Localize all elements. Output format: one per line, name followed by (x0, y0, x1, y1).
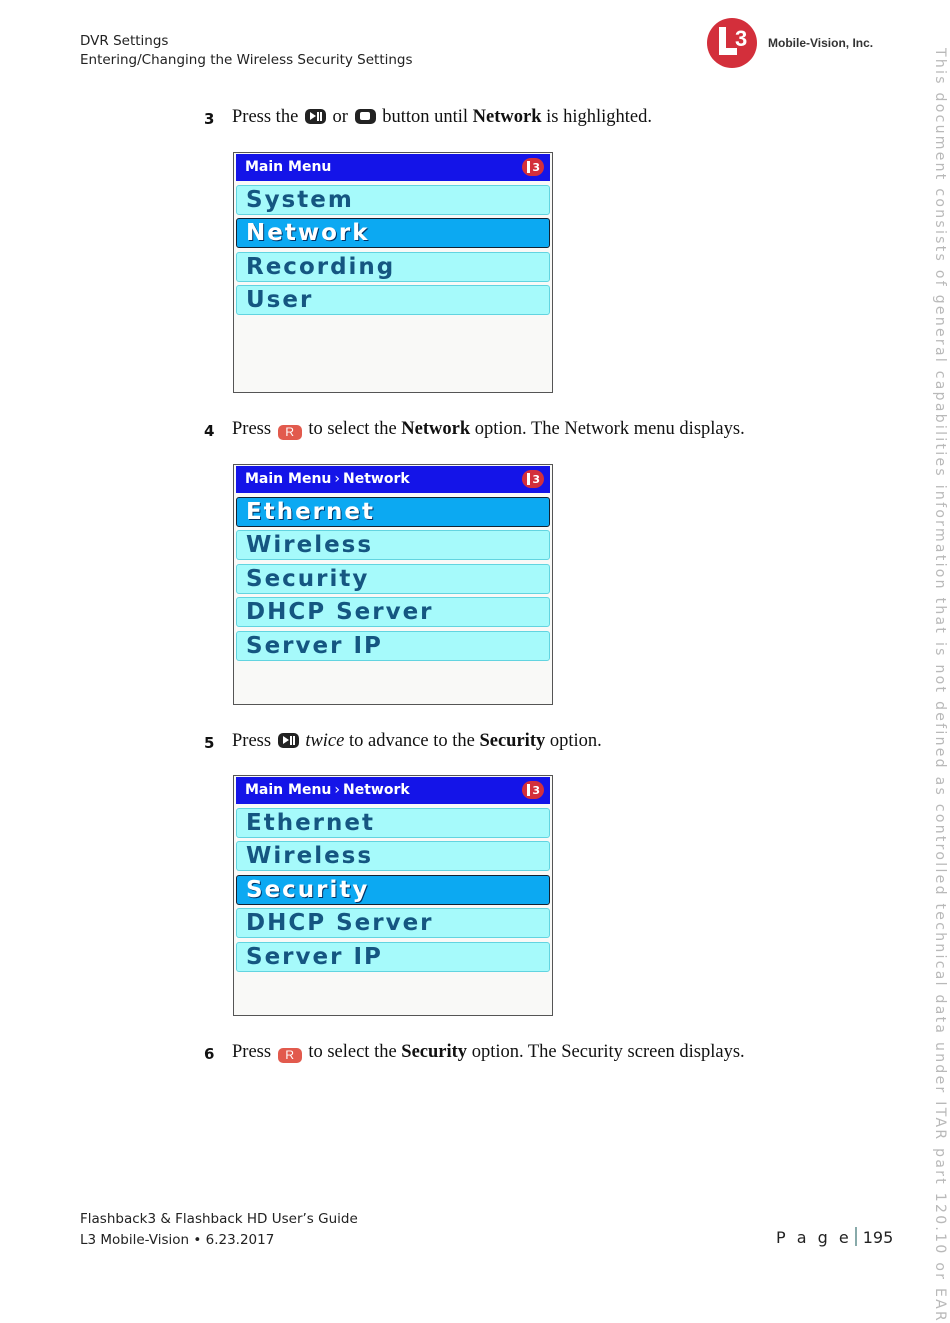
step-bold-term: Network (472, 107, 542, 127)
page-label: P a g e (776, 1228, 852, 1247)
footer-publisher-date: L3 Mobile-Vision • 6.23.2017 (80, 1232, 275, 1248)
step-text-part: Press (232, 731, 272, 751)
header-section: DVR Settings (80, 33, 169, 49)
step-number: 3 (204, 110, 215, 128)
page-number (776, 1227, 893, 1247)
screen-main-menu (233, 152, 553, 393)
header-topic: Entering/Changing the Wireless Security Settings (80, 52, 413, 68)
step-italic-term: twice (305, 731, 345, 751)
step-text-part: to select the (308, 1042, 397, 1062)
menu-item-network[interactable]: Network (236, 218, 550, 248)
step-text-part: is highlighted. (546, 107, 653, 127)
l3-mini-logo-icon (522, 781, 544, 799)
menu-item-system[interactable]: System (236, 185, 550, 215)
menu-item-dhcp-server[interactable]: DHCP Server (236, 908, 550, 938)
breadcrumb-chevron-icon: › (334, 471, 340, 487)
menu-item-server-ip[interactable]: Server IP (236, 631, 550, 661)
step-bold-term: Network (401, 419, 471, 439)
step-number: 6 (204, 1045, 215, 1063)
screen-title: Main Menu (245, 471, 332, 487)
step-text-part: option. The Security screen displays. (471, 1042, 745, 1062)
step-text (232, 1041, 745, 1063)
play-pause-button-icon (305, 109, 326, 124)
record-button-icon: R (278, 425, 302, 440)
screen-title-bar (236, 777, 550, 804)
step-text-part: Press the (232, 107, 299, 127)
step-text-part: option. The Network menu displays. (474, 419, 745, 439)
step-text-part: Press (232, 1042, 272, 1062)
menu-item-dhcp-server[interactable]: DHCP Server (236, 597, 550, 627)
screen-crumb: Network (343, 782, 410, 798)
record-button-icon: R (278, 1048, 302, 1063)
screen-crumb: Network (343, 471, 410, 487)
menu-item-security[interactable]: Security (236, 564, 550, 594)
page-number-value: 195 (862, 1228, 894, 1247)
screen-title-bar (236, 466, 550, 493)
step-text (232, 730, 602, 752)
step-text-part: button until (382, 107, 469, 127)
screen-title-bar (236, 154, 550, 181)
logo-text: Mobile-Vision, Inc. (768, 36, 874, 50)
page-divider (855, 1227, 857, 1246)
menu-item-ethernet[interactable]: Ethernet (236, 497, 550, 527)
step-text (232, 106, 652, 128)
step-number: 5 (204, 734, 215, 752)
screen-network-menu (233, 464, 553, 705)
menu-item-ethernet[interactable]: Ethernet (236, 808, 550, 838)
step-text-part: Press (232, 419, 272, 439)
l3-logo-icon (706, 17, 760, 69)
stop-button-icon (355, 109, 376, 124)
company-logo (706, 17, 873, 69)
screen-title: Main Menu (245, 159, 332, 175)
page-header (80, 32, 413, 70)
step-text-part: option. (549, 731, 602, 751)
step-text-part: to select the (308, 419, 397, 439)
step-text-part: or (332, 107, 348, 127)
export-control-note: This document consists of general capabilities information that is not defined as controlled technical data under ITAR part 120.10 or EAR (932, 48, 948, 1323)
step-text-part: to advance to the (348, 731, 475, 751)
footer-guide-title: Flashback3 & Flashback HD User’s Guide (80, 1211, 358, 1227)
l3-mini-logo-icon (522, 470, 544, 488)
menu-item-wireless[interactable]: Wireless (236, 530, 550, 560)
step-text (232, 418, 745, 440)
screen-title: Main Menu (245, 782, 332, 798)
svg-text:3: 3 (735, 26, 748, 51)
menu-item-user[interactable]: User (236, 285, 550, 315)
menu-item-wireless[interactable]: Wireless (236, 841, 550, 871)
step-number: 4 (204, 422, 215, 440)
step-bold-term: Security (401, 1042, 468, 1062)
menu-item-recording[interactable]: Recording (236, 252, 550, 282)
l3-mini-logo-icon (522, 158, 544, 176)
breadcrumb-chevron-icon: › (334, 782, 340, 798)
menu-item-server-ip[interactable]: Server IP (236, 942, 550, 972)
step-bold-term: Security (479, 731, 546, 751)
screen-network-security-highlighted (233, 775, 553, 1016)
page-footer (80, 1209, 358, 1251)
menu-item-security[interactable]: Security (236, 875, 550, 905)
play-pause-button-icon (278, 733, 299, 748)
